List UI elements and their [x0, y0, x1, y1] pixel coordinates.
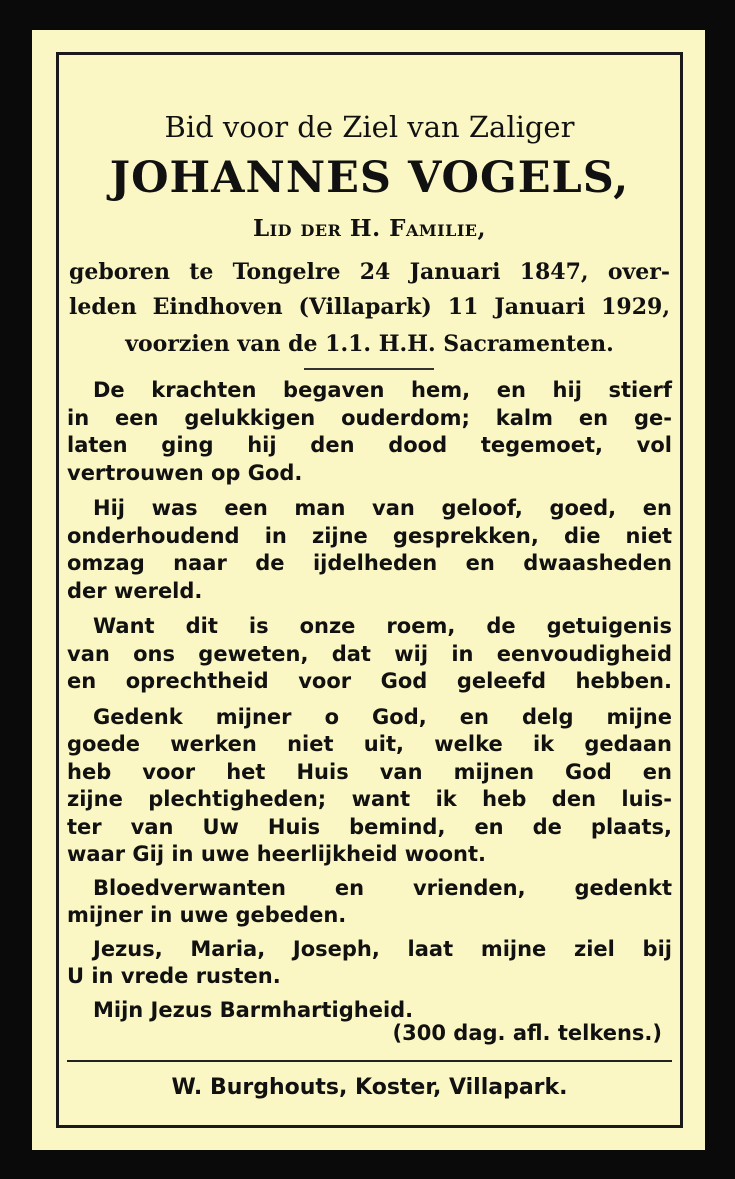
text-line: Bloedverwanten en vrienden, gedenkt — [93, 875, 672, 900]
membership-line: Lid der H. Familie, — [252, 215, 487, 242]
paragraph-6 — [67, 936, 672, 991]
text-line: Jezus, Maria, Joseph, laat mijne ziel bij — [93, 936, 672, 961]
header-divider — [304, 368, 434, 370]
text-line: zijne plechtigheden; want ik heb den luis- — [67, 787, 672, 811]
text-line: laten ging hij den dood tegemoet, vol — [67, 433, 672, 457]
indulgence-note: (300 dag. afl. telkens.) — [392, 1021, 662, 1045]
paragraph-1 — [67, 377, 672, 487]
paragraph-4 — [67, 704, 672, 869]
text-line: waar Gij in uwe heerlijkheid woont. — [67, 842, 487, 866]
paragraph-5 — [67, 875, 672, 930]
text-line: Want dit is onze roem, de getuigenis — [93, 614, 672, 638]
deceased-name: JOHANNES VOGELS, — [109, 153, 630, 203]
footer-divider — [67, 1060, 672, 1062]
prayer-heading: Bid voor de Ziel van Zaliger — [164, 110, 575, 144]
memorial-card — [32, 30, 705, 1150]
birth-line: geboren te Tongelre 24 Januari 1847, over- — [69, 259, 670, 285]
sacraments-line: voorzien van de 1.1. H.H. Sacramenten. — [125, 331, 614, 357]
paragraph-7 — [67, 997, 672, 1025]
text-line: en oprechtheid voor God geleefd hebben. — [67, 669, 672, 693]
text-line: in een gelukkigen ouderdom; kalm en ge- — [67, 405, 672, 430]
text-line: omzag naar de ijdelheden en dwaasheden — [67, 551, 672, 575]
card-border-frame — [56, 52, 683, 1128]
text-line: der wereld. — [67, 578, 203, 603]
card-body — [67, 375, 672, 1024]
text-line: van ons geweten, dat wij in eenvoudigheid — [67, 641, 672, 666]
paragraph-2 — [67, 495, 672, 605]
text-line: ter van Uw Huis bemind, en de plaats, — [67, 814, 672, 839]
printer-footer: W. Burghouts, Koster, Villapark. — [171, 1075, 568, 1100]
text-line: Mijn Jezus Barmhartigheid. — [93, 997, 414, 1022]
text-line: onderhoudend in zijne gesprekken, die niet — [67, 523, 672, 548]
death-line: leden Eindhoven (Villapark) 11 Januari 1929, — [69, 294, 670, 320]
text-line: De krachten begaven hem, en hij stierf — [93, 378, 672, 402]
text-line: Hij was een man van geloof, goed, en — [93, 496, 672, 520]
text-line: goede werken niet uit, welke ik gedaan — [67, 732, 672, 756]
text-line: U in vrede rusten. — [67, 964, 281, 988]
text-line: vertrouwen op God. — [67, 460, 303, 485]
text-line: mijner in uwe gebeden. — [67, 903, 347, 927]
text-line: heb voor het Huis van mijnen God en — [67, 759, 672, 784]
text-line: Gedenk mijner o God, en delg mijne — [93, 704, 672, 729]
paragraph-3 — [67, 613, 672, 696]
